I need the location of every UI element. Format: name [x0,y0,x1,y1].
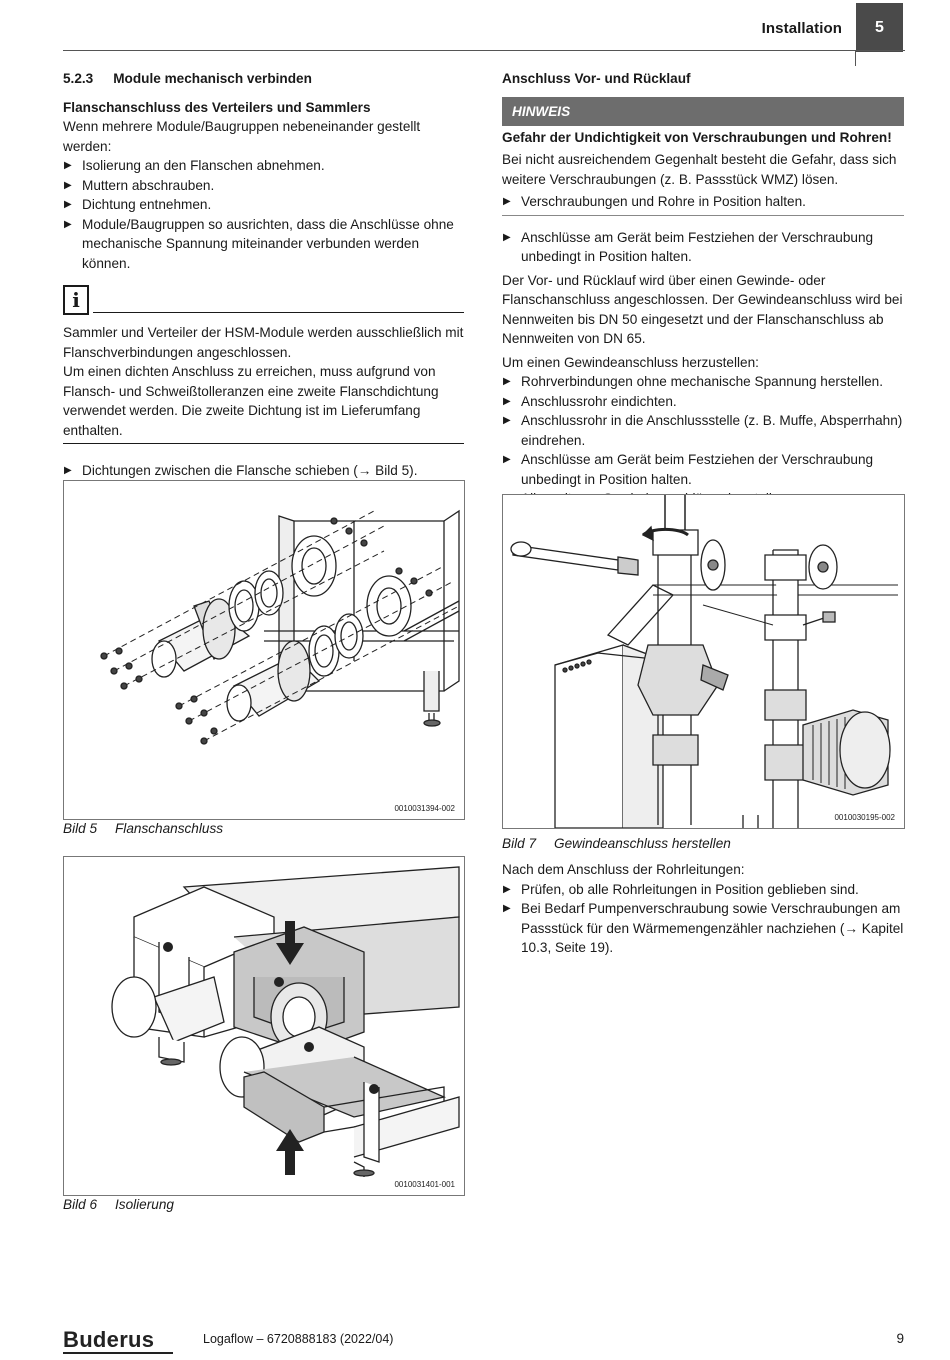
list-item: ▶ Prüfen, ob alle Rohrleitungen in Position geblieben sind. [502,880,904,900]
warning-text: Bei nicht ausreichendem Gegenhalt besteht die Gefahr, dass sich weitere Verschraubungen (z. B. Passstück WMZ) lösen. [502,152,897,187]
header-rule [63,50,905,51]
figure-caption-text: Gewindeanschluss herstellen [554,836,731,851]
list-item: ▶ Muttern abschrauben. [63,176,464,196]
header-tick [855,50,856,66]
list-item: ▶ Dichtung entnehmen. [63,195,464,215]
paragraph: Der Vor- und Rücklauf wird über einen Gewinde- oder Flanschanschluss angeschlossen. Der Gewindeanschluss wird bei Nennweiten bis DN 50 eingesetzt und der Flanschanschluss ab Nennweiten von DN 65. [502,272,903,346]
info-note [63,285,464,444]
subheading: Flanschanschluss des Verteilers und Sammlers [63,99,371,115]
figure-code: 0010031401-001 [394,1180,455,1189]
figure-number: Bild 6 [63,1197,98,1212]
list-item: ▶ Anschlüsse am Gerät beim Festziehen der Verschraubung unbedingt in Position halten. [502,450,904,489]
list-item: ▶ Bei Bedarf Pumpenverschraubung sowie Verschraubungen am Passstück für den Wärmemengenzähler nachziehen (→ Kapitel 10.3, Seite 19). [502,899,904,958]
list-item: ▶ Anschlussrohr in die Anschlussstelle (z. B. Muffe, Absperrhahn) eindrehen. [502,411,904,450]
threaded-connection-drawing [503,495,904,828]
figure-number: Bild 5 [63,821,98,836]
figure-code: 0010030195-002 [834,813,895,822]
page-number: 9 [896,1331,904,1346]
steps-list-a [502,228,904,267]
section-heading [63,69,464,89]
flange-drawing [64,481,464,819]
logo-underline [63,1352,173,1354]
figure-code: 0010031394-002 [394,804,455,813]
info-rule [93,312,464,313]
paragraph: Nach dem Anschluss der Rohrleitungen: [502,862,745,877]
list-item: ▶ Rohrverbindungen ohne mechanische Spannung herstellen. [502,372,904,392]
document-reference: Logaflow – 6720888183 (2022/04) [203,1332,394,1346]
steps-list-1 [63,156,464,273]
list-item: ▶ Dichtungen zwischen die Flansche schieben (→ Bild 5). [63,461,464,481]
info-text: Um einen dichten Anschluss zu erreichen, muss aufgrund von Flansch- und Schweißtolleranzen eine zweite Flanschdichtung verwendet werden. Die zweite Dichtung ist im Lieferumfang enthalten. [63,364,439,438]
intro-text: Wenn mehrere Module/Baugruppen nebeneinander gestellt werden: [63,119,421,154]
running-header-title: Installation [761,20,842,37]
paragraph: Um einen Gewindeanschluss herzustellen: [502,354,759,370]
section-title: Module mechanisch verbinden [113,71,312,86]
figure-7-caption [502,836,731,851]
figure-7-threaded-connection [502,494,905,829]
section-number: 5.2.3 [63,71,94,86]
figure-6-caption [63,1197,174,1212]
warning-bottom-rule [502,215,904,216]
list-item: ▶ Isolierung an den Flanschen abnehmen. [63,156,464,176]
figure-6-insulation [63,856,465,1196]
warning-title: Gefahr der Undichtigkeit von Verschraubungen und Rohren! [502,129,892,145]
steps-list-4 [502,880,904,958]
list-item: ▶ Anschlüsse am Gerät beim Festziehen der Verschraubung unbedingt in Position halten. [502,228,904,267]
figure-caption-text: Flanschanschluss [115,821,224,836]
right-column [502,69,904,509]
figure-5-flange-connection [63,480,465,820]
warning-steps [502,192,904,212]
right-column-lower [502,860,904,958]
info-bottom-rule [63,443,464,444]
brand-logo: Buderus [63,1327,155,1352]
info-icon: i [63,285,89,315]
hinweis-banner: HINWEIS [502,97,904,126]
list-item: ▶ Anschlussrohr eindichten. [502,392,904,412]
figure-number: Bild 7 [502,836,537,851]
steps-list-3 [502,372,904,509]
chapter-number-tab: 5 [856,3,903,52]
insulation-drawing [64,857,464,1195]
list-item: ▶ Module/Baugruppen so ausrichten, dass die Anschlüsse ohne mechanische Spannung miteinander verbunden werden können. [63,215,464,274]
figure-5-caption [63,821,223,836]
figure-caption-text: Isolierung [115,1197,174,1212]
list-item: ▶ Verschraubungen und Rohre in Position halten. [502,192,904,212]
right-heading: Anschluss Vor- und Rücklauf [502,71,691,86]
info-text: Sammler und Verteiler der HSM-Module werden ausschließlich mit Flanschverbindungen angeschlossen. [63,325,464,360]
